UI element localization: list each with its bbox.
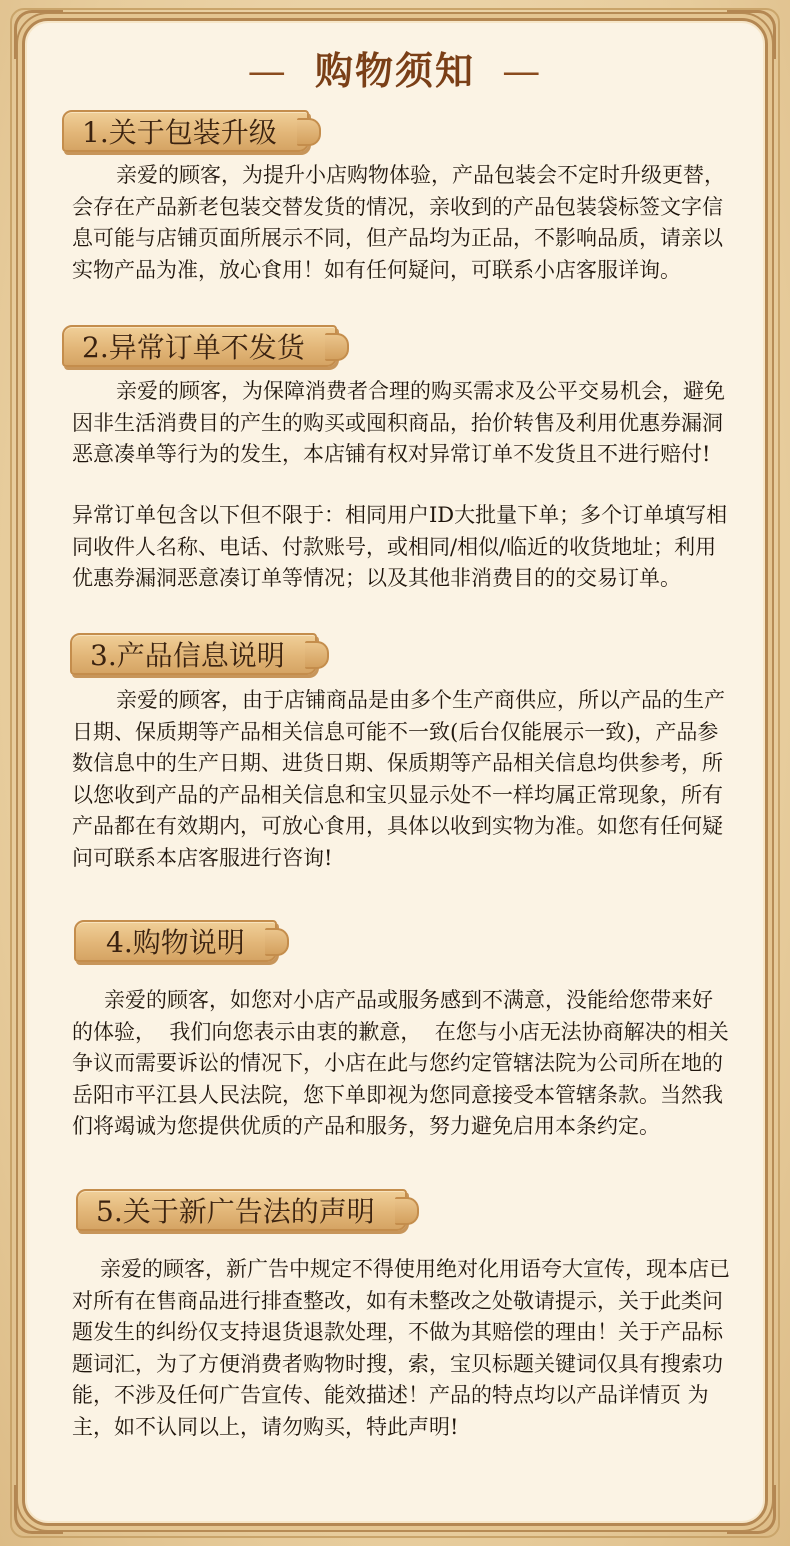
frame-corner-ornament — [727, 1485, 776, 1534]
page-title-text: 购物须知 — [314, 48, 475, 93]
section-paragraph-4: 亲爱的顾客，如您对小店产品或服务感到不满意，没能给您带来好的体验， 我们向您表示由衷的歉意， 在您与小店无法协商解决的相关争议而需要诉讼的情况下，小店在此与您约定管辖法院为公司所在地的岳阳市平江县人民法院，您下单即视为您同意接受本管辖条款。当然我们将竭诚为您提供优质的产品和服务，努力避免启用本条约定。 — [72, 988, 729, 1138]
section-heading-text: 3.产品信息说明 — [90, 639, 285, 672]
section-heading-text: 5.关于新广告法的声明 — [96, 1195, 375, 1228]
section-heading-3 — [70, 630, 317, 678]
wood-plank-label — [74, 920, 277, 962]
section-paragraph-5: 亲爱的顾客，新广告中规定不得使用绝对化用语夸大宣传，现本店已对所有在售商品进行排查整改，如有未整改之处敬请提示，关于此类问题发生的纠纷仅支持退货退款处理，不做为其赔偿的理由！关于产品标题词汇，为了方便消费者购物时搜，索，宝贝标题关键词仅具有搜索功能，不涉及任何广告宣传、能效描述！产品的特点均以产品详情页 为主，如不认同以上，请勿购买，特此声明! — [72, 1257, 730, 1439]
frame-corner-ornament — [14, 1485, 63, 1534]
section-paragraph-3: 亲爱的顾客，由于店铺商品是由多个生产商供应，所以产品的生产日期、保质期等产品相关信息可能不一致(后台仅能展示一致)，产品参数信息中的生产日期、进货日期、保质期等产品相关信息均供参考，所以您收到产品的产品相关信息和宝贝显示处不一样均属正常现象，所有产品都在有效期内，可放心食用，具体以收到实物为准。如您有任何疑问可联系本店客服进行咨询! — [72, 688, 725, 870]
title-dash-left: — — [247, 49, 288, 93]
section-paragraph-2b: 异常订单包含以下但不限于：相同用户ID大批量下单；多个订单填写相同收件人名称、电话、付款账号，或相同/相似/临近的收货地址；利用优惠券漏洞恶意凑订单等情况；以及其他非消费目的的交易订单。 — [72, 503, 728, 590]
wood-plank-label — [62, 325, 337, 367]
section-heading-5 — [76, 1186, 407, 1234]
title-dash-right: — — [502, 49, 543, 93]
wood-plank-label — [70, 633, 317, 675]
section-paragraph-1: 亲爱的顾客，为提升小店购物体验，产品包装会不定时升级更替，会存在产品新老包装交替发货的情况，亲收到的产品包装袋标签文字信息可能与店铺页面所展示不同，但产品均为正品，不影响品质，请亲以实物产品为准，放心食用！如有任何疑问，可联系小店客服详询。 — [72, 163, 725, 282]
section-heading-4 — [74, 917, 277, 965]
page-title — [0, 40, 790, 95]
wood-plank-label — [76, 1189, 407, 1231]
section-heading-1 — [62, 107, 309, 155]
section-heading-2 — [62, 322, 337, 370]
section-paragraph-2: 亲爱的顾客，为保障消费者合理的购买需求及公平交易机会，避免因非生活消费目的产生的购买或囤积商品，抬价转售及利用优惠券漏洞恶意凑单等行为的发生，本店铺有权对异常订单不发货且不进行赔付! — [72, 379, 725, 466]
section-heading-text: 2.异常订单不发货 — [82, 331, 305, 364]
wood-plank-label — [62, 110, 309, 152]
section-heading-text: 4.购物说明 — [106, 926, 245, 959]
section-heading-text: 1.关于包装升级 — [82, 116, 277, 149]
